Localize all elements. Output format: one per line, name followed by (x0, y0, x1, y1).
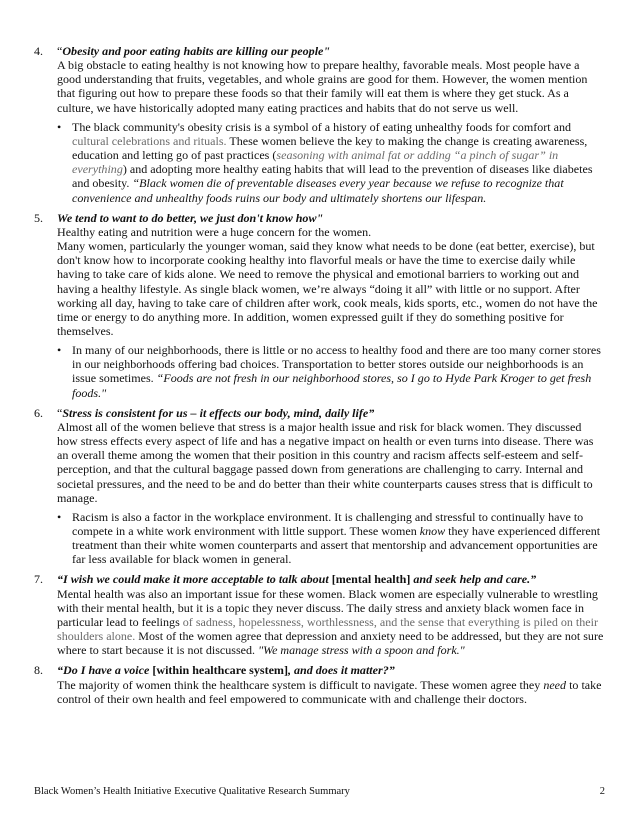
bullet-text: The black community's obesity crisis is a symbol of a history of eating unhealthy foods for comfort and cultural celebrations and rituals. These women believe the key to making the change is creating awareness, education and letting go of past practices (seasoning with animal fat or adding “a pinch of sugar” in everything) and adopting more healthy eating habits that will lead to the prevention of diseases like diabetes and obesity. “Black women die of preventable diseases every year because we refuse to recognize that convenience and unhealthy foods ruins our body and ultimately shortens our lifespan. (72, 119, 593, 205)
item-title: “Do I have a voice [within healthcare system], and does it matter?” (57, 663, 395, 678)
item-number: 4. (34, 44, 44, 58)
item-title: We tend to want to do better, we just don't know how" (57, 210, 324, 225)
list-item-4 (34, 44, 604, 205)
item-body: Healthy eating and nutrition were a huge concern for the women. (57, 224, 372, 239)
item-number: 8. (34, 663, 44, 678)
item-body: Mental health was also an important issue for these women. Black women are especially vulnerable to wrestling with their mental health, but it is a topic they never discuss. The daily stress and anxiety black women face in particular lead to feelings of sadness, hopelessness, worthlessness, and the sense that everything is piled on their shoulders alone. Most of the women agree that depression and anxiety need to be addressed, but they are not sure where to start because it is not discussed. "We manage stress with a spoon and fork." (57, 586, 604, 658)
item-number: 5. (34, 210, 44, 225)
list-item-6 (34, 406, 604, 567)
list-item-8 (34, 663, 604, 705)
item-title: “Stress is consistent for us – it effects our body, mind, daily life” (57, 405, 375, 420)
item-body: The majority of women think the healthcare system is difficult to navigate. These women agree they need to take control of their own health and feel empowered to communicate with and challenge their doctors. (57, 677, 602, 706)
item-body: A big obstacle to eating healthy is not knowing how to prepare healthy, favorable meals. Most people have a good understanding that fruits, vegetables, and whole grains are good for them. However, the women mention that figuring out how to prepare these foods so that their family will eat them is where they get stuck. As a culture, we have historically adopted many eating practices and habits that do not serve us well. (57, 58, 588, 115)
item-title: “Obesity and poor eating habits are killing our people" (57, 44, 331, 58)
item-body: Almost all of the women believe that stress is a major health issue and risk for black women. They discussed how stress effects every aspect of life and has a negative impact on health or even turns into disease. There was an overall theme among the women that their position in this country and racism affects self-esteem and self-perception, and that the cultural baggage passed down from generations are challenging to carry. Internal and societal pressures, and the need to be and do better than their white counterparts causes stress that is difficult to manage. (57, 419, 594, 505)
page-footer (34, 786, 605, 797)
bullet-icon: • (57, 509, 62, 524)
item-body: Many women, particularly the younger woman, said they know what needs to be done (eat better, exercise), but don't know how to incorporate cooking healthy into flavorful meals or have the time to exercise daily while having to take care of kids alone. We need to remove the physical and emotional barriers to working out and having a healthy lifestyle. As single black women, we’re always “doing it all” with little or no support. After working all day, having to take care of children after work, cook meals, kids sports, etc., women do not have the time or energy to do anything more. In addition, women expressed guilt if they do something positive for themselves. (57, 239, 598, 338)
footer-title: Black Women’s Health Initiative Executive Qualitative Research Summary (34, 786, 350, 797)
bullet-icon: • (57, 119, 62, 134)
bullet-text: Racism is also a factor in the workplace environment. It is challenging and stressful to continually have to compete in a white work environment with little support. These women know they have experienced different treatment than their white women counterparts and assert that mentorship and advancement opportunities are far less available for black women in general. (72, 509, 601, 567)
list-item-5 (34, 211, 604, 400)
list-item-7 (34, 572, 604, 657)
document-body (34, 44, 604, 712)
bullet-item (57, 510, 604, 567)
bullet-text: In many of our neighborhoods, there is little or no access to healthy food and there are too many corner stores in our neighborhoods offering bad choices. Transportation to better stores outside our neighborhoods is an issue sometimes. “Foods are not fresh in our neighborhood stores, so I go to Hyde Park Kroger to get fresh foods." (72, 343, 601, 400)
item-number: 6. (34, 405, 44, 420)
bullet-icon: • (57, 343, 62, 358)
item-number: 7. (34, 572, 44, 587)
page-number: 2 (599, 786, 605, 797)
bullet-item (57, 120, 604, 205)
bullet-item (57, 343, 604, 400)
item-title: “I wish we could make it more acceptable to talk about [mental health] and seek help and care.” (57, 572, 537, 587)
